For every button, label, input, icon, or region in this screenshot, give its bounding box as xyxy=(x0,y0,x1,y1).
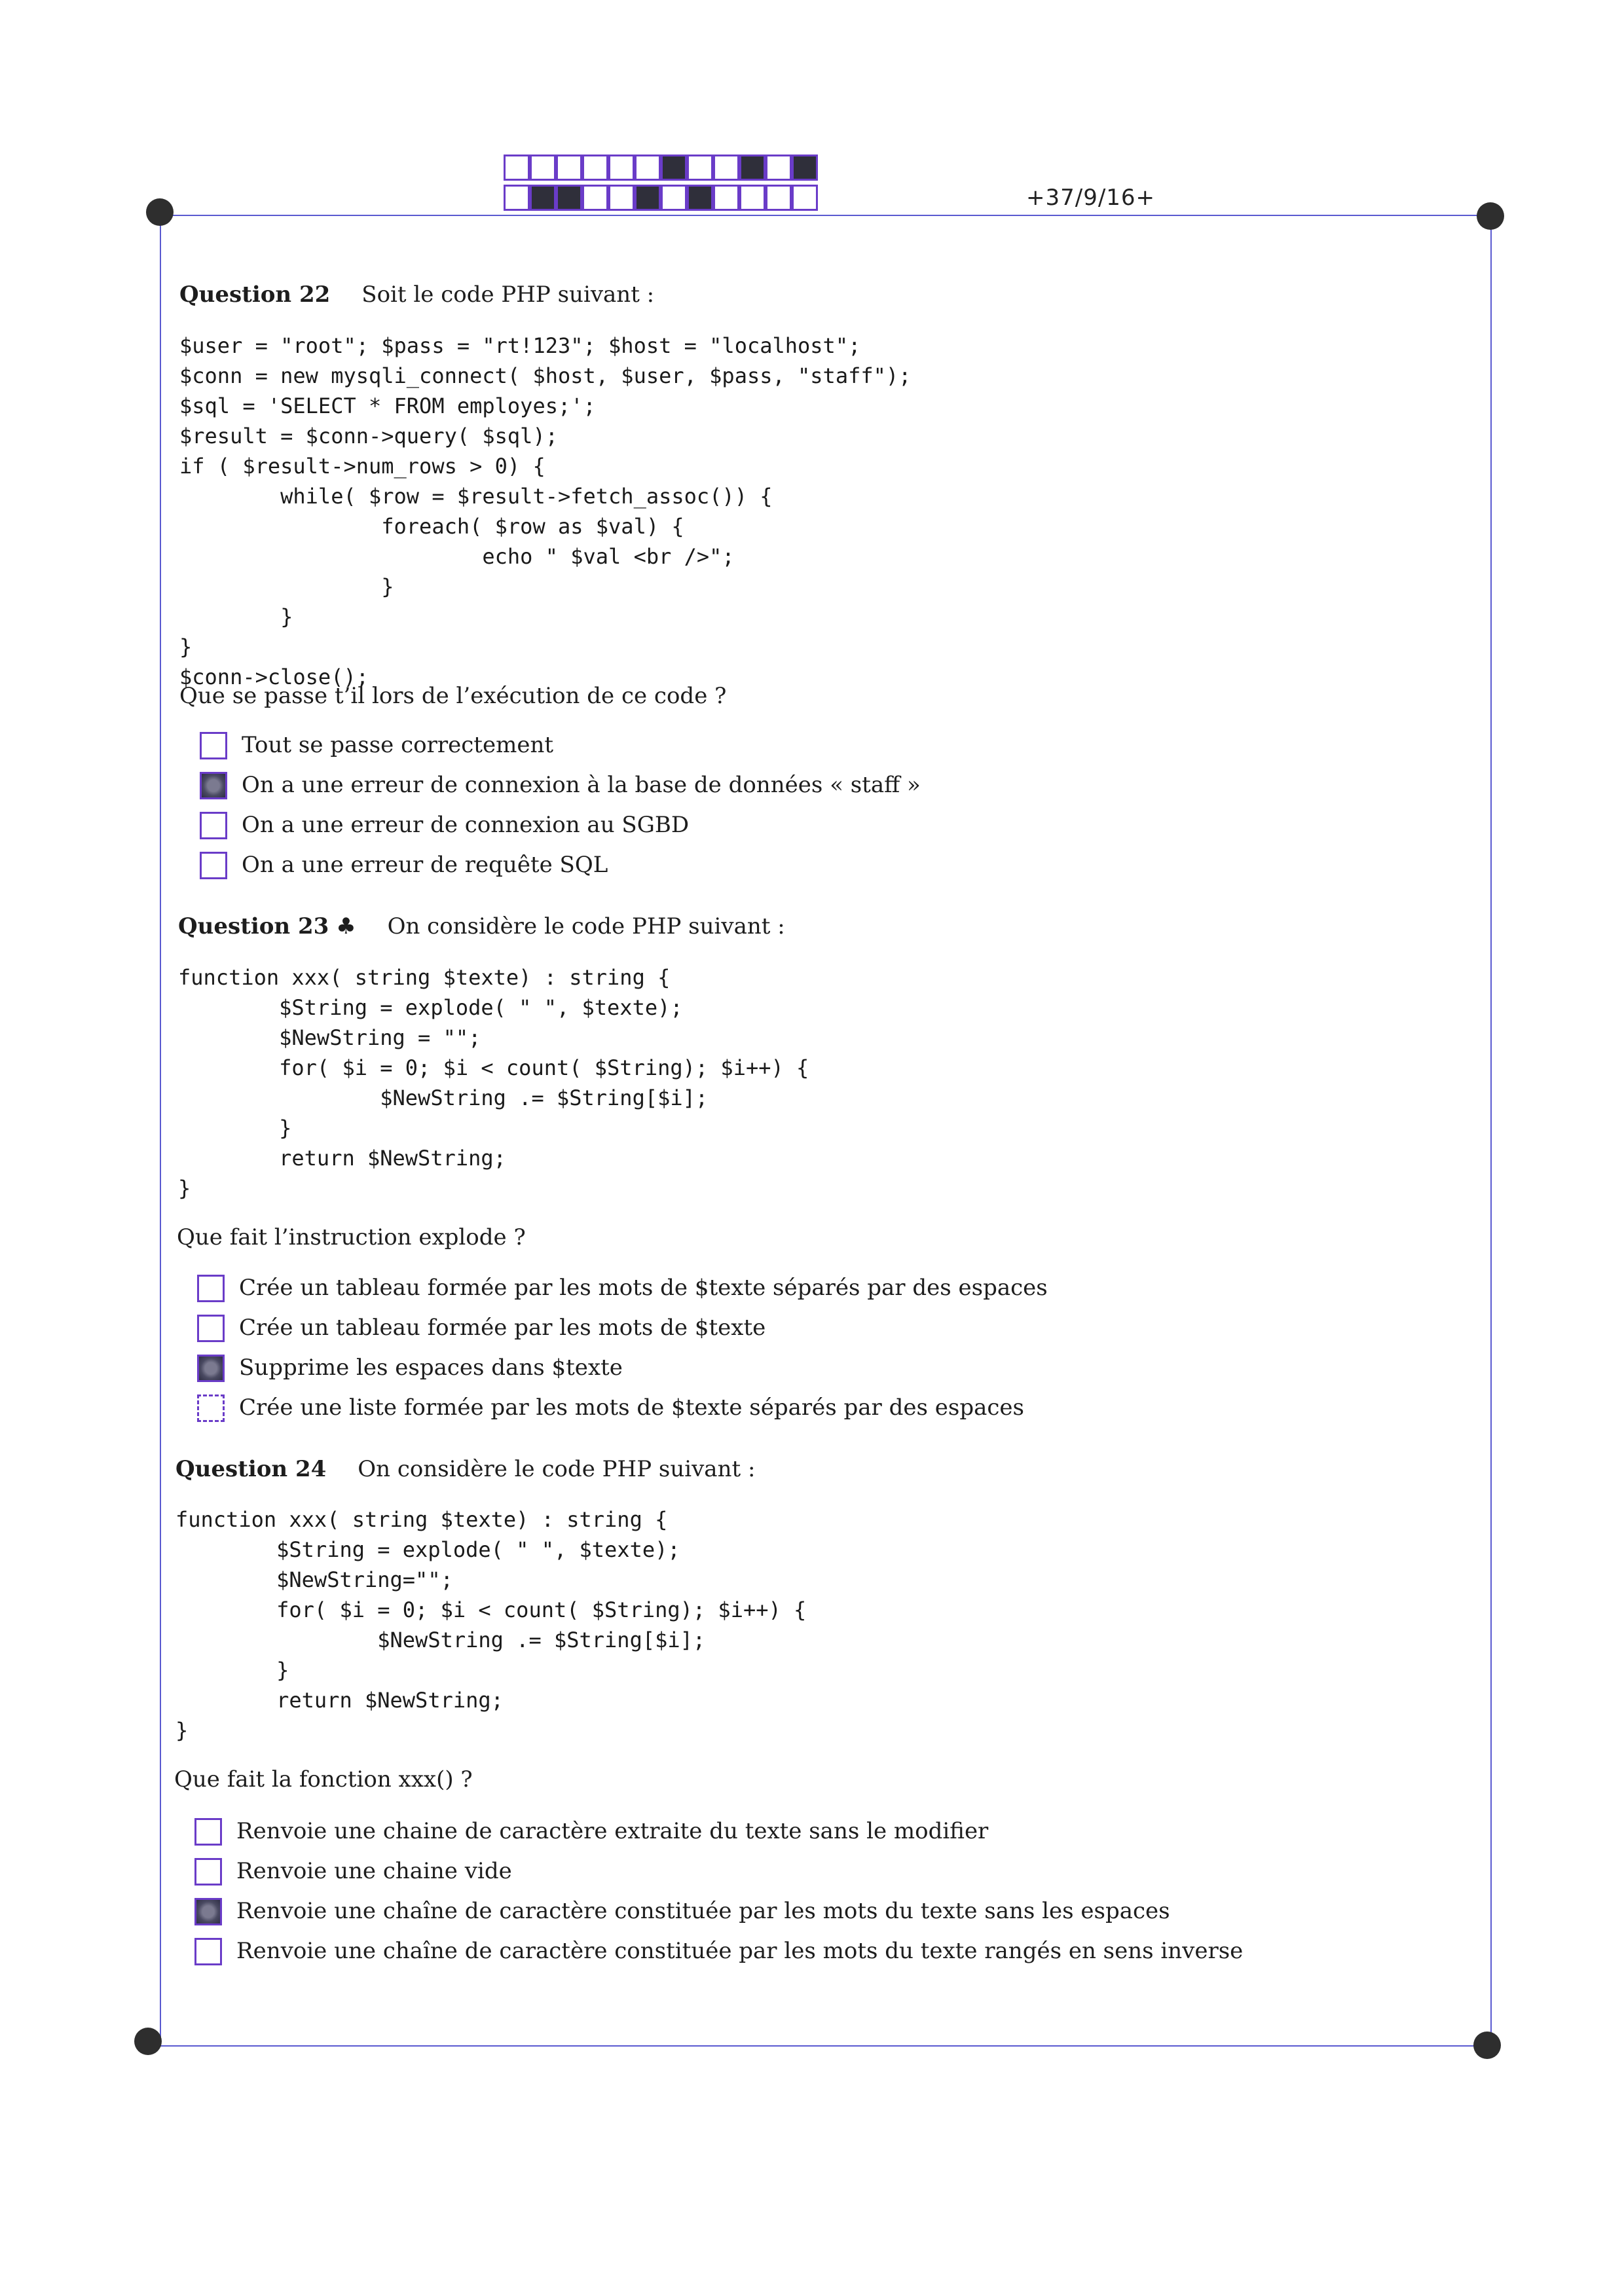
question-24-intro: On considère le code PHP suivant : xyxy=(358,1456,756,1482)
id-box xyxy=(582,155,608,181)
frame-bottom-line xyxy=(148,2045,1492,2047)
question-22-number: Question 22 xyxy=(179,282,331,308)
id-box xyxy=(766,155,792,181)
id-box xyxy=(530,185,556,211)
answer-label: On a une erreur de connexion à la base de données « staff » xyxy=(242,772,921,798)
id-box xyxy=(713,185,739,211)
answer-label: On a une erreur de requête SQL xyxy=(242,852,608,878)
answer-label: Renvoie une chaine vide xyxy=(236,1858,512,1884)
frame-right-line xyxy=(1490,215,1492,2045)
answer-label: Renvoie une chaine de caractère extraite du texte sans le modifier xyxy=(236,1818,989,1844)
checkbox[interactable] xyxy=(200,852,227,879)
id-box xyxy=(687,155,713,181)
checkbox[interactable] xyxy=(197,1394,225,1422)
id-box xyxy=(556,185,582,211)
id-box xyxy=(792,155,818,181)
answer-label: On a une erreur de connexion au SGBD xyxy=(242,812,690,838)
id-box xyxy=(556,155,582,181)
question-23-number: Question 23 xyxy=(178,913,329,939)
club-icon: ♣ xyxy=(336,913,356,939)
id-box xyxy=(530,155,556,181)
corner-mark-top-left xyxy=(146,198,174,226)
answer-label: Renvoie une chaîne de caractère constituée par les mots du texte sans les espaces xyxy=(236,1898,1170,1924)
id-box xyxy=(582,185,608,211)
checkbox[interactable] xyxy=(200,812,227,839)
question-22-intro: Soit le code PHP suivant : xyxy=(361,282,655,308)
id-box xyxy=(766,185,792,211)
corner-mark-bottom-right xyxy=(1473,2032,1501,2059)
id-box xyxy=(635,185,661,211)
checkbox[interactable] xyxy=(200,772,227,799)
checkbox[interactable] xyxy=(200,732,227,759)
corner-mark-bottom-left xyxy=(134,2028,162,2055)
question-23-prompt: Que fait l’instruction explode ? xyxy=(177,1224,526,1250)
page-id: +37/9/16+ xyxy=(1026,185,1156,211)
question-23-intro: On considère le code PHP suivant : xyxy=(387,913,785,939)
frame-left-line xyxy=(160,215,161,2045)
answer-label: Crée un tableau formée par les mots de $texte séparés par des espaces xyxy=(239,1275,1048,1301)
id-box xyxy=(713,155,739,181)
checkbox[interactable] xyxy=(194,1898,222,1925)
answer-label: Supprime les espaces dans $texte xyxy=(239,1355,623,1381)
id-box xyxy=(504,185,530,211)
question-23-code: function xxx( string $texte) : string { $String = explode( " ", $texte); $NewString = ""; for( $i = 0; $i < count( $String); $i++) { $NewString .= $String[$i]; } return $NewString; } xyxy=(178,965,809,1201)
question-24-code: function xxx( string $texte) : string { $String = explode( " ", $texte); $NewString=""; for( $i = 0; $i < count( $String); $i++) { $NewString .= $String[$i]; } return $NewString; } xyxy=(175,1507,807,1743)
question-22-code: $user = "root"; $pass = "rt!123"; $host = "localhost"; $conn = new mysqli_connect( $host, $user, $pass, "staff"); $sql = 'SELECT * FROM employes;'; $result = $conn->query( $sql); if ( $result->num_rows > 0) { while( $row = $result->fetch_assoc()) { foreach( $row as $val) { echo " $val <br />"; } } } $conn->close(); xyxy=(179,333,912,689)
checkbox[interactable] xyxy=(194,1938,222,1965)
id-box xyxy=(661,155,687,181)
id-box xyxy=(608,155,635,181)
checkbox[interactable] xyxy=(197,1355,225,1382)
checkbox[interactable] xyxy=(197,1275,225,1302)
question-24-title xyxy=(175,1456,755,1482)
answer-label: Crée un tableau formée par les mots de $texte xyxy=(239,1315,766,1341)
question-22-prompt: Que se passe t’il lors de l’exécution de ce code ? xyxy=(179,683,727,709)
question-24-number: Question 24 xyxy=(175,1456,327,1482)
question-22-title xyxy=(179,282,654,308)
id-box xyxy=(739,185,766,211)
answer-label: Renvoie une chaîne de caractère constituée par les mots du texte rangés en sens inverse xyxy=(236,1938,1244,1964)
answer-label: Tout se passe correctement xyxy=(242,732,553,758)
id-box xyxy=(635,155,661,181)
id-box xyxy=(739,155,766,181)
question-23-title xyxy=(178,913,785,939)
answer-label: Crée une liste formée par les mots de $texte séparés par des espaces xyxy=(239,1394,1024,1421)
id-box xyxy=(608,185,635,211)
checkbox[interactable] xyxy=(197,1315,225,1342)
id-box xyxy=(687,185,713,211)
checkbox[interactable] xyxy=(194,1818,222,1846)
corner-mark-top-right xyxy=(1477,202,1504,230)
question-24-prompt: Que fait la fonction xxx() ? xyxy=(174,1766,473,1793)
frame-top-line xyxy=(160,215,1492,216)
id-box xyxy=(792,185,818,211)
id-box xyxy=(504,155,530,181)
id-box xyxy=(661,185,687,211)
checkbox[interactable] xyxy=(194,1858,222,1886)
